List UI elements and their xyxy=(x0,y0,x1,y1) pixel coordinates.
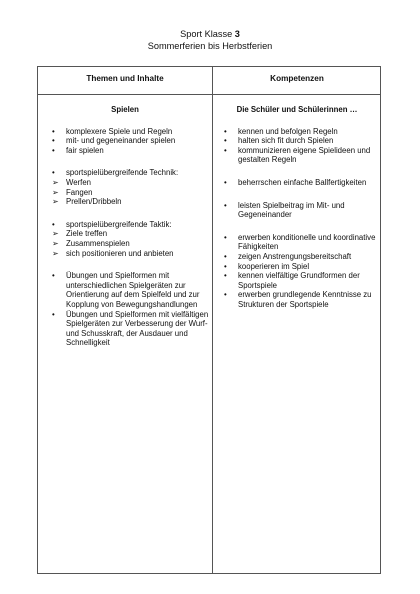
list-item-text: kennen vielfältige Grundformen der Sportspiele xyxy=(238,271,360,290)
list-item xyxy=(224,178,376,188)
bullet-icon: • xyxy=(52,309,55,319)
grade-number: 3 xyxy=(234,29,240,39)
arrow-bullet-icon: ➢ xyxy=(52,229,59,239)
list-item xyxy=(52,168,210,178)
curriculum-table xyxy=(37,66,381,574)
right-group xyxy=(224,233,376,310)
title-prefix: Sport Klasse xyxy=(180,29,235,39)
list-item-text: sich positionieren und anbieten xyxy=(66,248,174,258)
left-group xyxy=(52,271,210,348)
bullet-icon: • xyxy=(224,290,227,300)
bullet-icon: • xyxy=(52,126,55,136)
list-item-text: Zusammenspielen xyxy=(66,238,130,248)
arrow-bullet-icon: ➢ xyxy=(52,238,59,248)
header-themen: Themen und Inhalte xyxy=(86,74,164,83)
list-item-text: Übungen und Spielformen mit unterschiedlichen Spielgeräten zur Orientierung auf dem Spielfeld und zur Kopplung von Bewegungshandlungen xyxy=(66,271,200,309)
right-group xyxy=(224,201,376,220)
header-kompetenzen: Kompetenzen xyxy=(270,74,324,83)
column-divider xyxy=(212,67,213,573)
bullet-icon: • xyxy=(224,251,227,261)
arrow-bullet-icon: ➢ xyxy=(52,197,59,207)
right-groups xyxy=(224,127,376,310)
right-column xyxy=(224,105,376,323)
header-divider xyxy=(38,94,380,95)
list-item xyxy=(52,271,210,309)
list-item-text: fair spielen xyxy=(66,145,104,155)
list-item-text: Werfen xyxy=(66,177,91,187)
list-item-text: Ziele treffen xyxy=(66,229,108,239)
arrow-bullet-icon: ➢ xyxy=(52,177,59,187)
list-item-text: kommunizieren eigene Spielideen und gestalten Regeln xyxy=(238,145,371,165)
right-group xyxy=(224,178,376,188)
left-groups xyxy=(52,127,210,348)
document-title xyxy=(0,29,420,40)
list-item xyxy=(52,188,210,198)
list-item xyxy=(52,249,210,259)
list-item xyxy=(224,146,376,165)
bullet-icon: • xyxy=(224,145,227,155)
left-group xyxy=(52,220,210,258)
list-item-text: leisten Spielbeitrag im Mit- und Gegeneinander xyxy=(238,200,345,220)
document-subtitle: Sommerferien bis Herbstferien xyxy=(147,41,273,51)
left-heading: Spielen xyxy=(111,105,139,114)
list-item-text: zeigen Anstrengungsbereitschaft xyxy=(238,251,352,261)
bullet-icon: • xyxy=(224,126,227,136)
arrow-bullet-icon: ➢ xyxy=(52,187,59,197)
left-column xyxy=(52,105,210,361)
list-item-text: Übungen und Spielformen mit vielfältigen Spielgeräten zur Verbesserung der Wurf- und Schusskraft, der Ausdauer und Schnelligkeit xyxy=(66,309,209,348)
list-item-text: sportspielübergreifende Technik: xyxy=(66,168,179,178)
bullet-icon: • xyxy=(52,271,55,281)
list-item xyxy=(224,252,376,262)
list-item xyxy=(224,262,376,272)
list-item-text: erwerben grundlegende Kenntnisse zu Strukturen der Sportspiele xyxy=(238,290,372,309)
list-item xyxy=(52,310,210,348)
right-heading: Die Schüler und Schülerinnen … xyxy=(236,105,358,114)
list-item-text: kooperieren im Spiel xyxy=(238,261,310,271)
list-item xyxy=(52,146,210,156)
list-item xyxy=(52,229,210,239)
bullet-icon: • xyxy=(224,136,227,146)
right-group xyxy=(224,127,376,165)
list-item-text: komplexere Spiele und Regeln xyxy=(66,126,173,136)
bullet-icon: • xyxy=(52,219,55,229)
left-group xyxy=(52,168,210,206)
list-item-text: sportspielübergreifende Taktik: xyxy=(66,219,172,229)
list-item-text: kennen und befolgen Regeln xyxy=(238,126,338,136)
list-item xyxy=(52,178,210,188)
list-item-text: erwerben konditionelle und koordinative Fähigkeiten xyxy=(238,232,376,252)
list-item xyxy=(224,233,376,252)
list-item xyxy=(52,220,210,230)
bullet-icon: • xyxy=(224,200,227,210)
list-item-text: Prellen/Dribbeln xyxy=(66,197,122,207)
bullet-icon: • xyxy=(52,168,55,178)
list-item-text: halten sich fit durch Spielen xyxy=(238,136,334,146)
bullet-icon: • xyxy=(224,261,227,271)
list-item xyxy=(52,239,210,249)
bullet-icon: • xyxy=(52,145,55,155)
list-item xyxy=(224,290,376,309)
list-item xyxy=(224,136,376,146)
list-item xyxy=(52,197,210,207)
list-item-text: Fangen xyxy=(66,187,93,197)
list-item xyxy=(224,201,376,220)
bullet-icon: • xyxy=(224,271,227,281)
left-group xyxy=(52,127,210,156)
bullet-icon: • xyxy=(52,136,55,146)
bullet-icon: • xyxy=(224,177,227,187)
list-item xyxy=(224,271,376,290)
bullet-icon: • xyxy=(224,232,227,242)
list-item xyxy=(52,127,210,137)
arrow-bullet-icon: ➢ xyxy=(52,248,59,258)
list-item xyxy=(52,136,210,146)
list-item xyxy=(224,127,376,137)
list-item-text: mit- und gegeneinander spielen xyxy=(66,136,176,146)
list-item-text: beherrschen einfache Ballfertigkeiten xyxy=(238,177,367,187)
